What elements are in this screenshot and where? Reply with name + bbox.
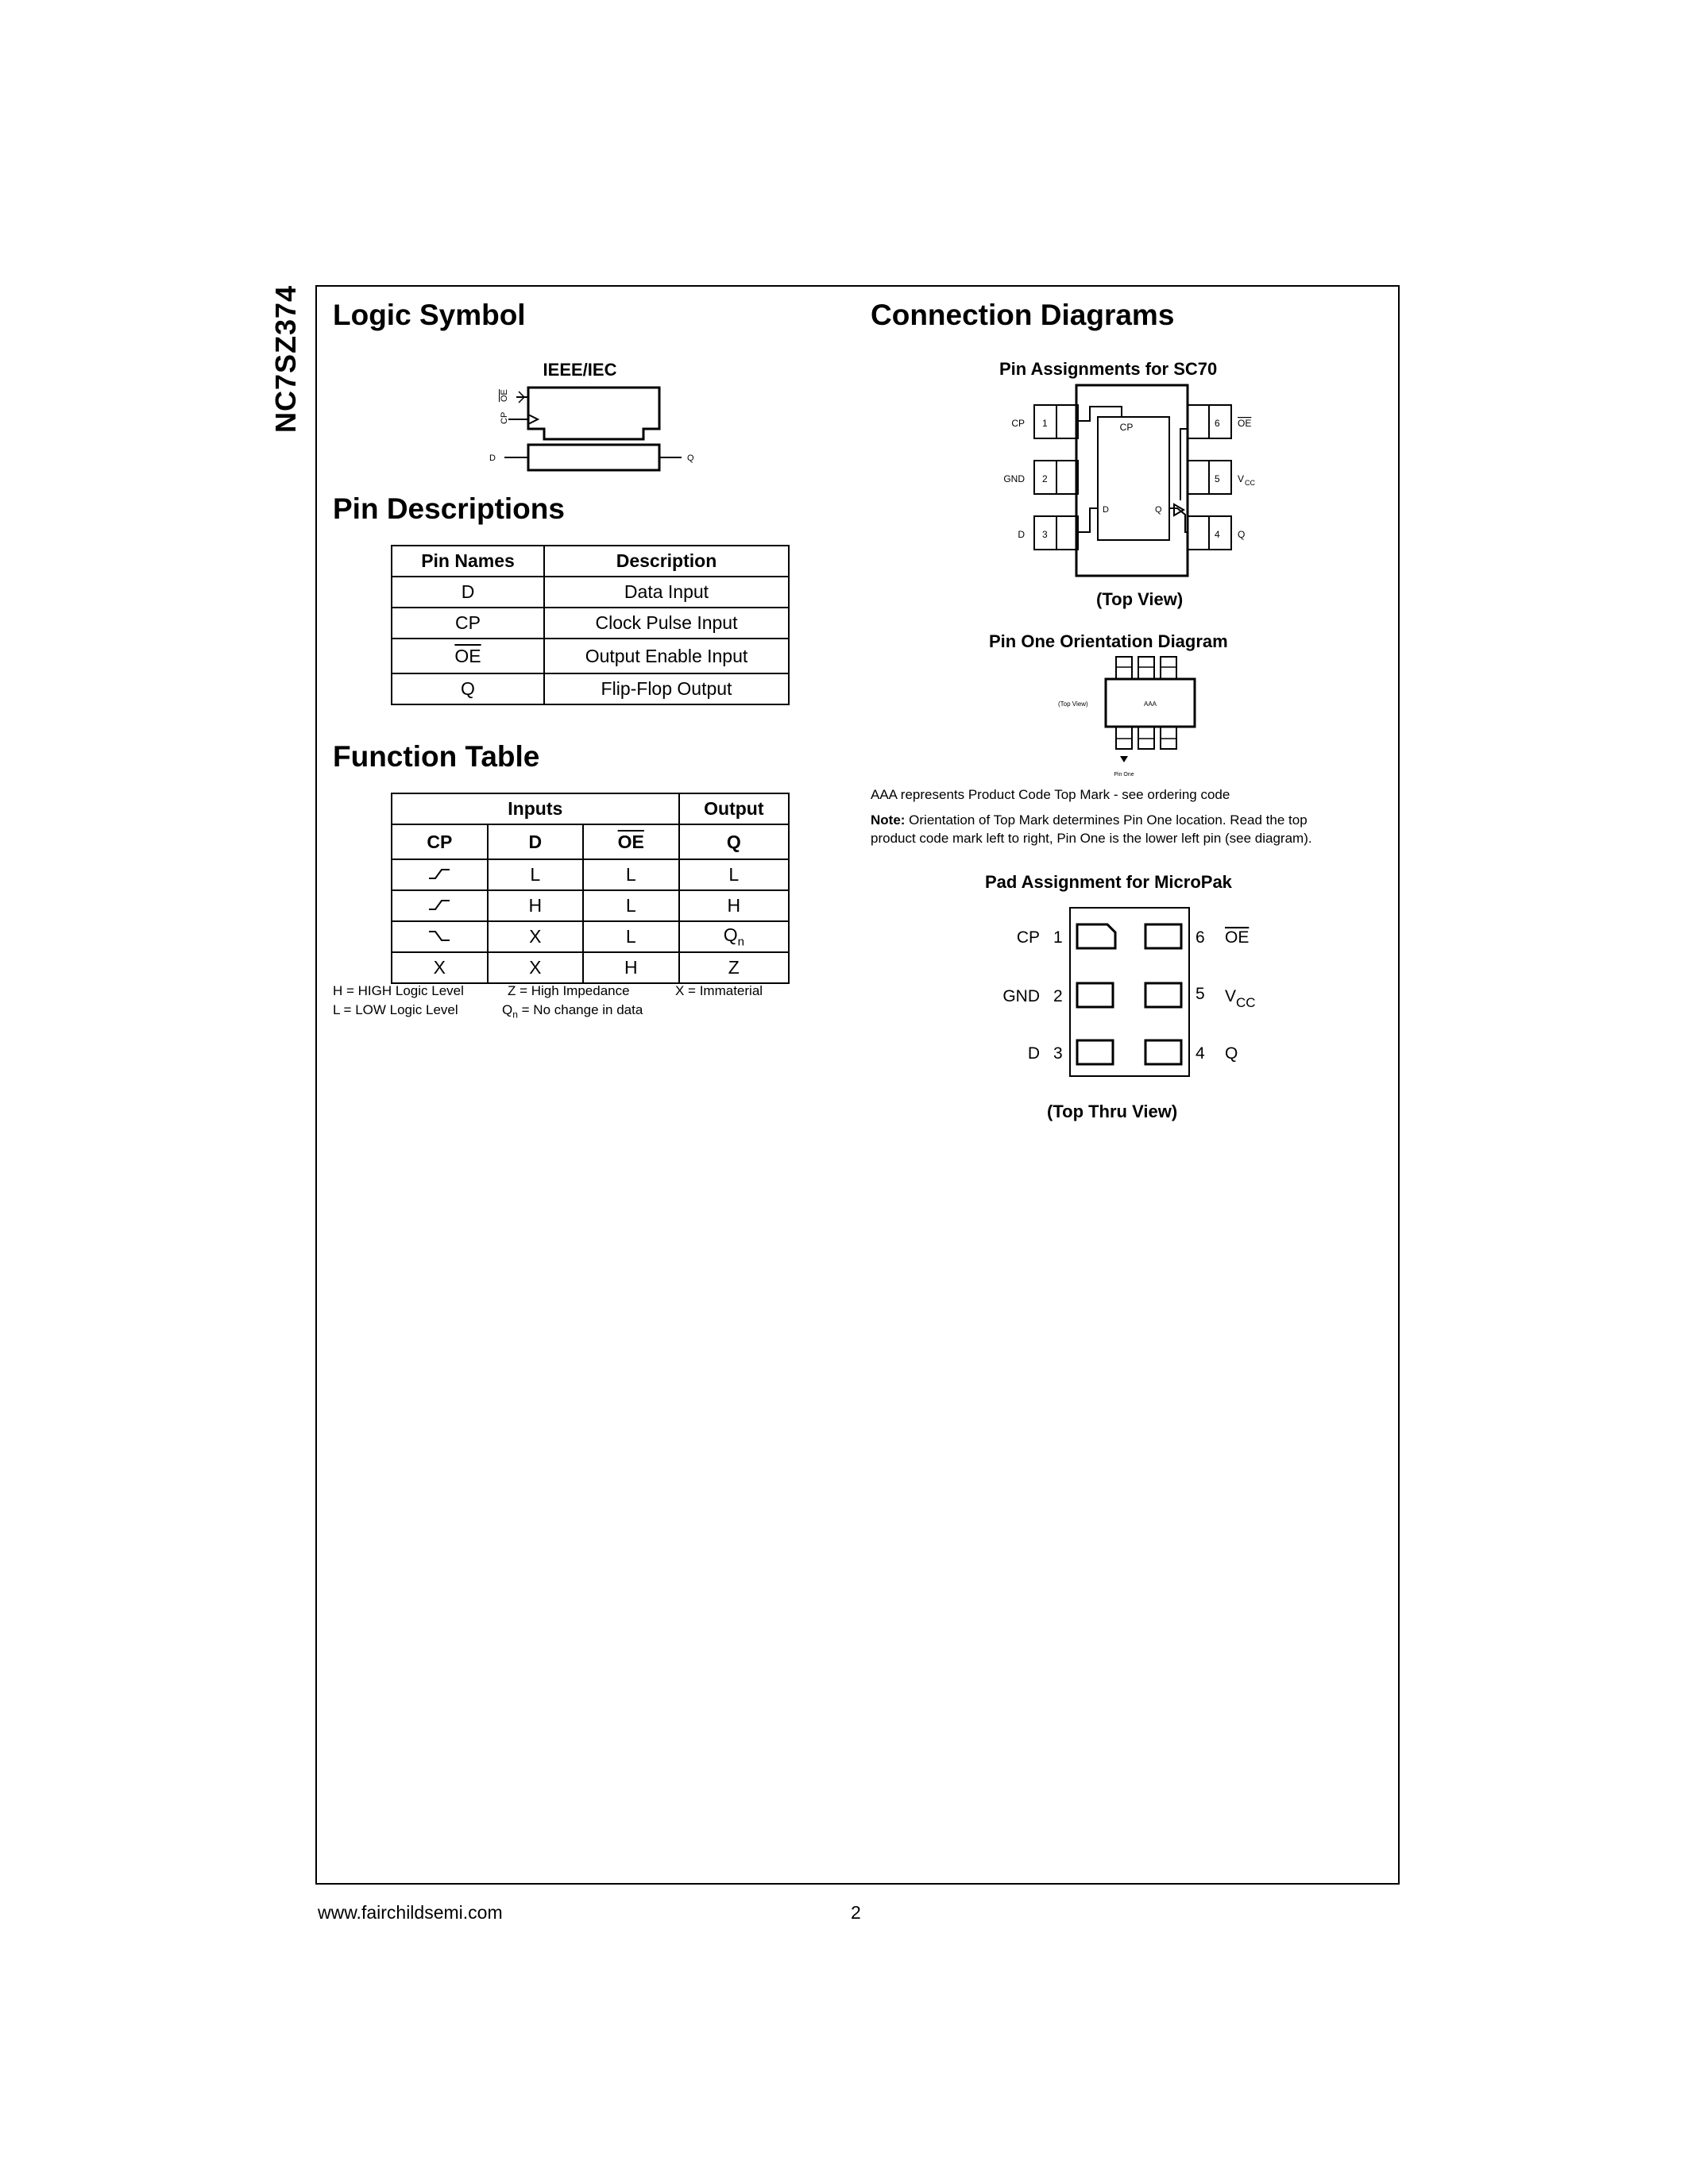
svg-text:1: 1 xyxy=(1042,418,1048,429)
table-header-row xyxy=(392,546,789,577)
svg-text:OE: OE xyxy=(1238,418,1252,429)
aaa-note: AAA represents Product Code Top Mark - see ordering code xyxy=(871,787,1230,802)
col-oe: $\overline{OE}$ xyxy=(617,831,644,852)
logic-symbol-diagram xyxy=(461,357,715,477)
table-row xyxy=(392,673,789,704)
svg-text:4: 4 xyxy=(1215,529,1220,540)
micropak-pad-5 xyxy=(1145,983,1181,1007)
col-cp: CP xyxy=(392,824,488,859)
clock-triangle-icon xyxy=(528,415,538,424)
pin-descriptions-heading: Pin Descriptions xyxy=(333,492,565,525)
cell-cp: X xyxy=(392,952,488,983)
table-row xyxy=(392,952,789,983)
svg-text:Pin One: Pin One xyxy=(1114,772,1134,778)
svg-text:Q: Q xyxy=(1238,529,1246,540)
cell-d: L xyxy=(488,859,583,890)
svg-text:2: 2 xyxy=(1042,473,1048,484)
pin-one-orientation-diagram xyxy=(1049,653,1207,780)
col-description: Description xyxy=(544,546,789,577)
cell-d: H xyxy=(488,890,583,921)
svg-text:3: 3 xyxy=(1053,1044,1063,1063)
svg-text:(Top View): (Top View) xyxy=(1058,700,1088,708)
orientation-title: Pin One Orientation Diagram xyxy=(989,631,1228,651)
legend-x: X = Immaterial xyxy=(675,983,763,998)
micropak-pad-2 xyxy=(1077,983,1113,1007)
pin-name-cell: $\overline{OE}$ xyxy=(454,645,481,666)
cell-q: L xyxy=(679,859,789,890)
table-row xyxy=(392,890,789,921)
pin-desc-cell: Flip-Flop Output xyxy=(544,673,789,704)
legend-high: H = HIGH Logic Level xyxy=(333,983,464,998)
sc70-title: Pin Assignments for SC70 xyxy=(999,359,1218,379)
svg-text:V: V xyxy=(1225,987,1237,1005)
svg-text:1: 1 xyxy=(1053,928,1063,947)
cell-oe: L xyxy=(583,921,679,952)
col-pin-names: Pin Names xyxy=(392,546,544,577)
svg-text:GND: GND xyxy=(1003,473,1025,484)
function-table xyxy=(391,793,790,984)
cell-d: X xyxy=(488,921,583,952)
cell-oe: H xyxy=(583,952,679,983)
pin-name-cell: CP xyxy=(392,608,544,639)
cell-oe: L xyxy=(583,859,679,890)
svg-text:5: 5 xyxy=(1196,985,1205,1003)
sc70-top-view: (Top View) xyxy=(1096,589,1184,609)
svg-text:CC: CC xyxy=(1236,995,1256,1010)
function-table-heading: Function Table xyxy=(333,740,540,773)
cell-q: H xyxy=(679,890,789,921)
svg-text:D: D xyxy=(1103,505,1109,515)
legend-low: L = LOW Logic Level xyxy=(333,1002,458,1017)
rising-edge-icon xyxy=(427,866,451,881)
cell-q: $Q_n$ xyxy=(679,921,789,952)
micropak-pad-4 xyxy=(1145,1040,1181,1064)
pin-descriptions-table xyxy=(391,545,790,705)
cell-d: X xyxy=(488,952,583,983)
table-group-row xyxy=(392,793,789,824)
micropak-pad-6 xyxy=(1145,924,1181,948)
logic-symbol-pin-q: Q xyxy=(687,453,694,463)
legend-qn: $Q_n = No$ change in data xyxy=(502,1002,643,1021)
table-row xyxy=(392,921,789,952)
col-d: D xyxy=(488,824,583,859)
svg-text:3: 3 xyxy=(1042,529,1048,540)
svg-text:CP: CP xyxy=(1016,928,1040,947)
micropak-title: Pad Assignment for MicroPak xyxy=(985,872,1232,892)
svg-text:AAA: AAA xyxy=(1143,700,1157,708)
logic-symbol-data-block xyxy=(528,445,659,470)
orientation-note-line-2: product code mark left to right, Pin One is the lower left pin (see diagram). xyxy=(871,831,1312,846)
table-row xyxy=(392,608,789,639)
svg-text:GND: GND xyxy=(1002,987,1040,1005)
logic-symbol-pin-oe: OE xyxy=(500,389,509,402)
logic-symbol-control-block xyxy=(528,388,659,439)
logic-symbol-pin-d: D xyxy=(489,453,496,463)
pin-desc-cell: Output Enable Input xyxy=(544,639,789,673)
svg-text:6: 6 xyxy=(1196,928,1205,947)
pin-desc-cell: Clock Pulse Input xyxy=(544,608,789,639)
svg-text:Q: Q xyxy=(1155,505,1162,515)
svg-text:CP: CP xyxy=(1011,418,1025,429)
micropak-pad-diagram xyxy=(993,904,1271,1078)
micropak-pad-1 xyxy=(1077,924,1115,948)
footer-page-number: 2 xyxy=(851,1902,861,1923)
svg-text:OE: OE xyxy=(1225,928,1250,947)
cell-q: Z xyxy=(679,952,789,983)
group-output: Output xyxy=(679,793,789,824)
table-row xyxy=(392,859,789,890)
sc70-pin-diagram xyxy=(993,381,1271,580)
micropak-package-outline xyxy=(1070,908,1189,1076)
table-row xyxy=(392,577,789,608)
logic-symbol-heading: Logic Symbol xyxy=(333,299,526,331)
sc70-package-body xyxy=(1076,385,1188,576)
logic-symbol-standard: IEEE/IEC xyxy=(543,360,617,380)
pin-one-arrow-icon xyxy=(1120,756,1128,762)
svg-text:CC: CC xyxy=(1245,479,1255,487)
pin-desc-cell: Data Input xyxy=(544,577,789,608)
svg-text:4: 4 xyxy=(1196,1044,1205,1063)
svg-text:V: V xyxy=(1238,473,1245,484)
footer-url[interactable]: www.fairchildsemi.com xyxy=(318,1902,503,1923)
logic-symbol-pin-cp: CP xyxy=(500,411,509,424)
pin-name-cell: D xyxy=(392,577,544,608)
micropak-top-thru-view: (Top Thru View) xyxy=(1047,1102,1178,1121)
svg-text:Q: Q xyxy=(1225,1044,1238,1063)
pin-name-cell: Q xyxy=(392,673,544,704)
sc70-inner-flipflop xyxy=(1098,417,1169,540)
connection-diagrams-heading: Connection Diagrams xyxy=(871,299,1175,331)
group-inputs: Inputs xyxy=(392,793,679,824)
orientation-note-line-1: Note: Orientation of Top Mark determines Pin One location. Read the top xyxy=(871,812,1308,828)
svg-text:D: D xyxy=(1018,529,1025,540)
document-side-title: NC7SZ374 xyxy=(269,284,302,433)
col-q: Q xyxy=(679,824,789,859)
rising-edge-icon xyxy=(427,897,451,912)
svg-text:2: 2 xyxy=(1053,987,1063,1005)
table-header-row xyxy=(392,824,789,859)
svg-text:5: 5 xyxy=(1215,473,1220,484)
table-row xyxy=(392,639,789,673)
falling-edge-icon xyxy=(427,928,451,943)
cell-oe: L xyxy=(583,890,679,921)
svg-text:6: 6 xyxy=(1215,418,1220,429)
svg-text:D: D xyxy=(1027,1044,1040,1063)
legend-z: Z = High Impedance xyxy=(508,983,630,998)
micropak-pad-3 xyxy=(1077,1040,1113,1064)
svg-text:CP: CP xyxy=(1119,422,1134,433)
